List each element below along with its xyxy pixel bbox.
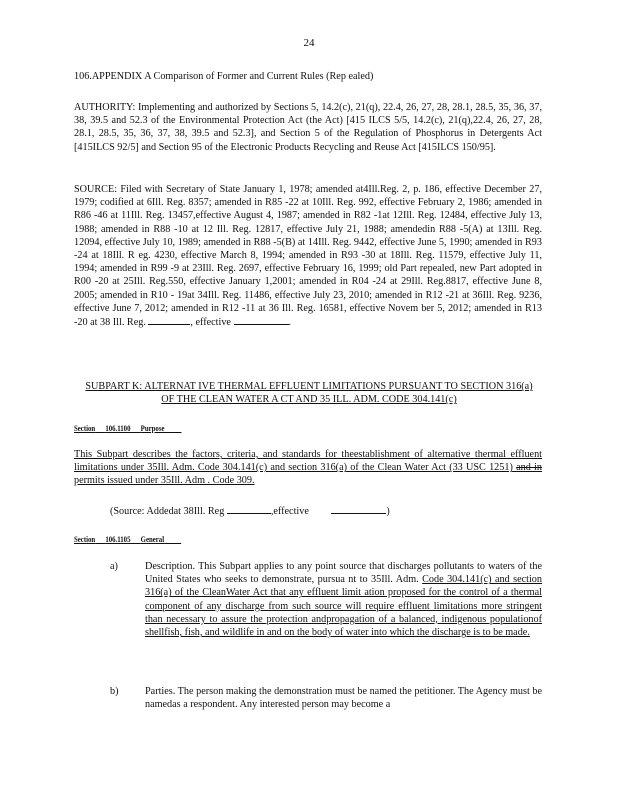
section-1105-title: General [140, 535, 165, 544]
section-1100-heading [74, 422, 542, 435]
source-note-effective: ,effective [270, 506, 309, 517]
item-a-underlined-text: Code 304.141(c) and section 316(a) of the CleanWater Act that any effluent limit ation proposed for the control of a thermal component of any discharge from such source will require effluent limitations more stringent than necessary to assure the protection andpropagation of a balanced, indigenous populationof shellfish, fish, and wildlife in and on the body of water into which the discharge is to be made. [145, 574, 542, 639]
item-a-label: a) [110, 561, 118, 572]
subpart-title: SUBPART K: ALTERNAT IVE THERMAL EFFLUENT LIMITATIONS PURSUANT TO SECTION 316(a) OF THE CLEAN WATER A CT AND 35 ILL. ADM. CODE 304.141(c) [85, 381, 533, 406]
source-paragraph: SOURCE: Filed with Secretary of State January 1, 1978; amended at4Ill.Reg. 2, p. 186, effective December 27, 1979; codified at 6Ill. Reg. 8357; amended in R85 -22 at 10Ill. Reg. 992, effective February 2, 1986; amended in R86 -46 at 11Ill. Reg. 13457,effective August 4, 1987; amended in R82 -1at 12Ill. Reg. 12484, effective July 13, 1988; amended in R88 -10 at 12 Ill. Reg. 12817, effective July 21, 1988; amendedin R88 -5(A) at 13Ill. Reg. 12094, effective July 10, 1989; amended in R88 -5(B) at 14Ill. Reg. 9442, effective June 5, 1990; amended in R93 -24 at 18Ill. R eg. 4230, effective March 8, 1994; amended in R93 -30 at 18Ill. Reg. 11579, effective July 11, 1994; amended in R99 -9 at 23Ill. Reg. 2697, effective February 16, 1999; old Part repealed, new Part adopted in R00 -20 at 25Ill. Reg.550, effective January 1,2001; amended in R04 -24 at 29Ill. Reg.8817, effective June 8, 2005; amended in R10 - 19at 34Ill. Reg. 11486, effective July 23, 2010; amended in R12 -21 at 36Ill. Reg. 9236, effective June 7, 2012; amended in R12 -11 at 36 Ill. Reg. 16581, effective Novem ber 5, 2012; amended in R13 -20 at 38 Ill. Reg. , effective . [74, 184, 542, 329]
item-a-plain-text: Description. This Subpart applies to any point source that discharges pollutants to waters of the United States who seeks to demonstrate, pursua nt to 35Ill. Adm. [145, 561, 542, 586]
purpose-struck-text: and in [516, 462, 542, 474]
source-note-reg-blank [227, 504, 271, 514]
purpose-text-part1: This Subpart describes the factors, criteria, and standards for theestablishment of alternative thermal effluent limitations under 35Ill. Adm. Code 304.141(c) and section 316(a) of the Clean Water Act (33 USC 1251) [74, 449, 542, 474]
section-1100-label [74, 422, 181, 435]
source-reg-blank [148, 315, 190, 325]
section-1105-number: 106.1105 [105, 535, 131, 544]
section-1105-heading [74, 533, 542, 546]
section-1105-word: Section [74, 535, 96, 544]
section-1105-label [74, 533, 181, 546]
source-note: (Source: Addedat 38Ill. Reg ,effective ) [110, 506, 390, 517]
item-b-text: Parties. The person making the demonstration must be named the petitioner. The Agency must be namedas a respondent. Any interested person may become a [145, 686, 542, 711]
section-1100-title: Purpose [140, 424, 165, 433]
section-1100-word: Section [74, 424, 96, 433]
section-1100-number: 106.1100 [105, 424, 131, 433]
appendix-heading: 106.APPENDIX A Comparison of Former and Current Rules (Rep ealed) [74, 71, 374, 82]
purpose-paragraph [74, 448, 542, 488]
page-number: 24 [303, 37, 315, 49]
source-text: SOURCE: Filed with Secretary of State January 1, 1978; amended at4Ill.Reg. 2, p. 186, effective December 27, 1979; codified at 6Ill. Reg. 8357; amended in R85 -22 at 10Ill. Reg. 992, effective February 2, 1986; amended in R86 -46 at 11Ill. Reg. 13457,effective August 4, 1987; amended in R82 -1at 12Ill. Reg. 12484, effective July 13, 1988; amended in R88 -10 at 12 Ill. Reg. 12817, effective July 21, 1988; amendedin R88 -5(A) at 13Ill. Reg. 12094, effective July 10, 1989; amended in R88 -5(B) at 14Ill. Reg. 9442, effective June 5, 1990; amended in R93 -24 at 18Ill. R eg. 4230, effective March 8, 1994; amended in R93 -30 at 18Ill. Reg. 11579, effective July 11, 1994; amended in R99 -9 at 23Ill. Reg. 2697, effective February 16, 1999; old Part repealed, new Part adopted in R00 -20 at 25Ill. Reg.550, effective January 1,2001; amended in R04 -24 at 29Ill. Reg.8817, effective June 8, 2005; amended in R10 - 19at 34Ill. Reg. 11486, effective July 23, 2010; amended in R12 -21 at 36Ill. Reg. 9236, effective June 7, 2012; amended in R12 -11 at 36 Ill. Reg. 16581, effective Novem ber 5, 2012; amended in R13 -20 at 38 Ill. Reg. [74, 184, 542, 329]
source-effective-blank [234, 315, 289, 325]
purpose-text-part2: permits issued under 35Ill. Adm . Code 309. [74, 475, 255, 487]
item-a-text [145, 560, 542, 639]
authority-paragraph: AUTHORITY: Implementing and authorized by Sections 5, 14.2(c), 21(q), 22.4, 26, 27, 28, 28.1, 28.5, 35, 36, 37, 38, 39.5 and 52.3 of the Environmental Protection Act (the Act) [415 ILCS 5/5, 14.2(c), 21(q),22.4, 26, 27, 28, 28.1, 28.5, 35, 36, 37, 38, 39.5 and 52.3], and Section 5 of the Regulation of Phosphorus in Detergents Act [415ILCS 92/5] and Section 95 of the Electronic Products Recycling and Reuse Act [415ILCS 150/95]. [74, 102, 542, 153]
item-b-label: b) [110, 686, 119, 697]
source-effective-label: effective [195, 317, 231, 329]
source-note-effective-blank [331, 504, 386, 514]
source-note-label: (Source: Addedat 38Ill. Reg [110, 506, 225, 517]
